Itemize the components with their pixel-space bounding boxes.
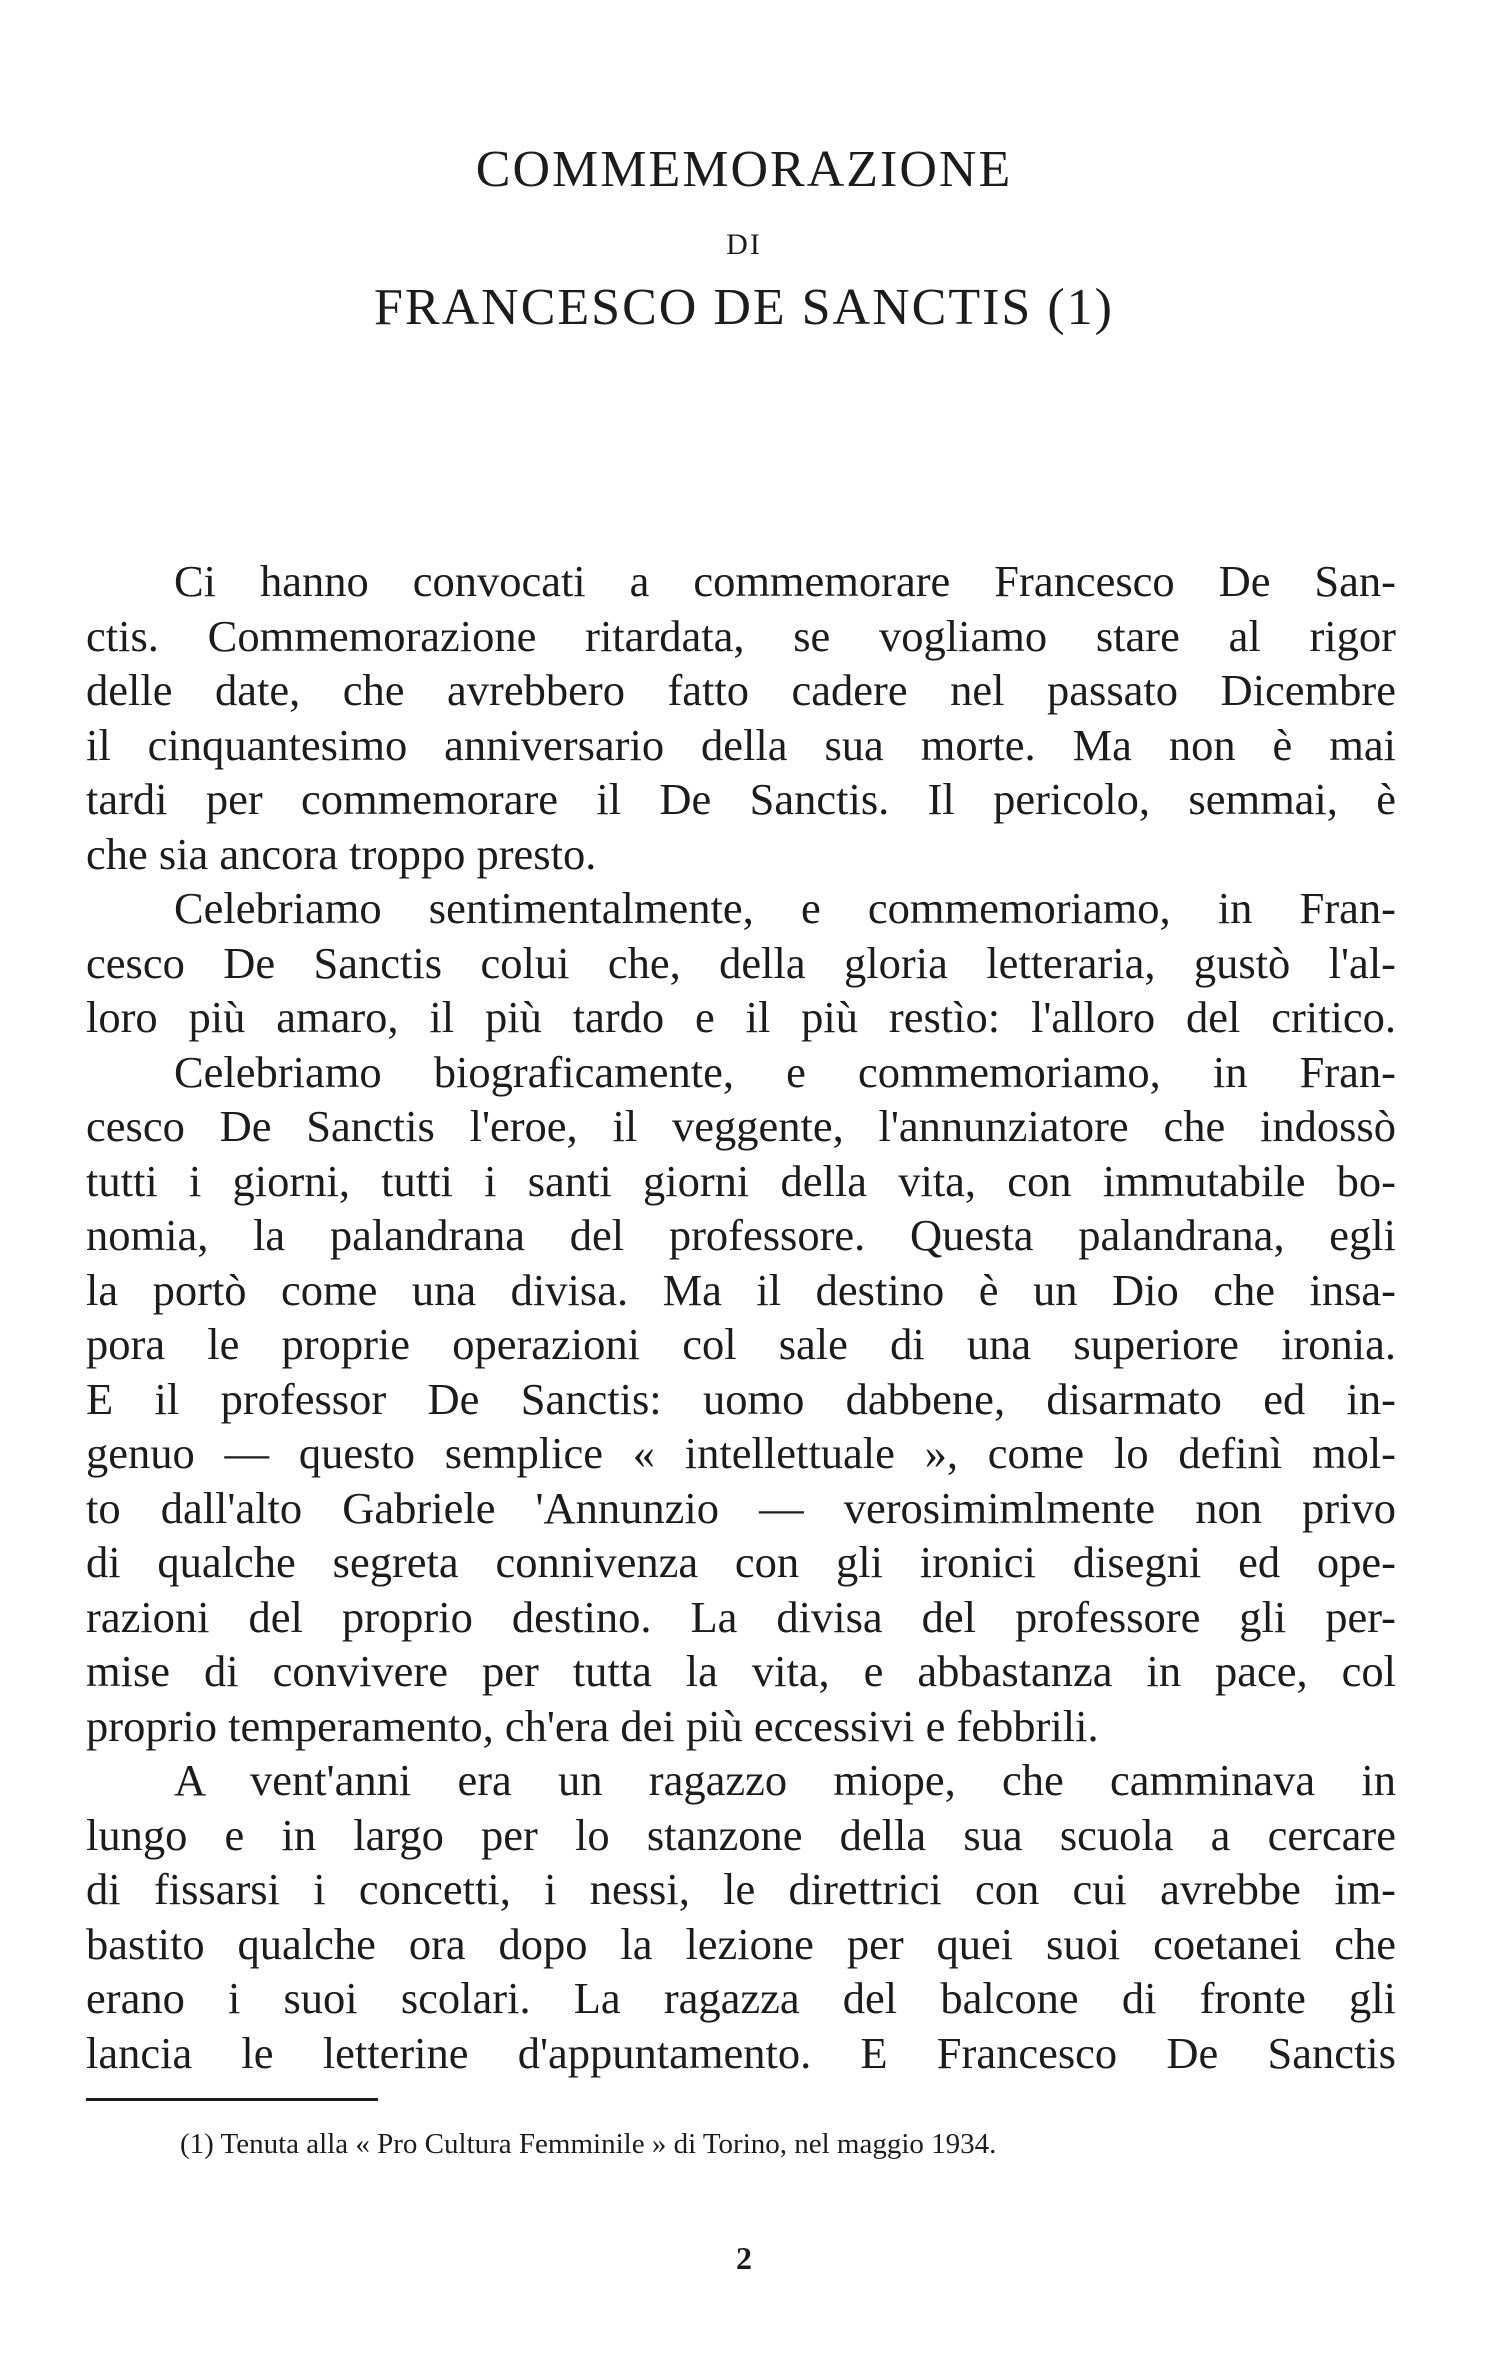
text-line: di qualche segreta connivenza con gli ironici disegni ed ope- [86, 1537, 1396, 1587]
text-line: pora le proprie operazioni col sale di una superiore ironia. [86, 1319, 1396, 1369]
text-line: la portò come una divisa. Ma il destino è un Dio che insa- [86, 1264, 1396, 1315]
text-line: il cinquantesimo anniversario della sua morte. Ma non è mai [86, 719, 1396, 770]
page-subtitle: FRANCESCO DE SANCTIS (1) [374, 279, 1114, 336]
text-line: razioni del proprio destino. La divisa del professore gli per- [86, 1591, 1396, 1642]
text-line: di fissarsi i concetti, i nessi, le direttrici con cui avrebbe im- [86, 1864, 1396, 1914]
text-line: che sia ancora troppo presto. [86, 828, 597, 879]
title-connector: DI [726, 228, 762, 261]
text-line: tutti i giorni, tutti i santi giorni della vita, con immutabile bo- [86, 1155, 1396, 1206]
text-line: lungo e in largo per lo stanzone della sua scuola a cercare [86, 1809, 1396, 1860]
text-line: tardi per commemorare il De Sanctis. Il pericolo, semmai, è [86, 774, 1396, 824]
text-line: Ci hanno convocati a commemorare Francesco De San- [174, 556, 1396, 606]
text-line: lancia le letterine d'appuntamento. E Francesco De Sanctis [86, 2027, 1396, 2078]
text-line: E il professor De Sanctis: uomo dabbene, disarmato ed in- [86, 1373, 1396, 1424]
footnote-divider [86, 2098, 378, 2101]
text-line: Celebriamo biograficamente, e commemoriamo, in Fran- [174, 1046, 1396, 1097]
text-line: A vent'anni era un ragazzo miope, che camminava in [174, 1755, 1396, 1805]
text-line: mise di convivere per tutta la vita, e abbastanza in pace, col [86, 1646, 1396, 1696]
text-line: cesco De Sanctis l'eroe, il veggente, l'annunziatore che indossò [86, 1101, 1396, 1151]
footnote: (1) Tenuta alla « Pro Cultura Femminile » di Torino, nel maggio 1934. [180, 2128, 997, 2160]
text-line: to dall'alto Gabriele 'Annunzio — verosimimlmente non privo [86, 1482, 1396, 1533]
body-text [86, 554, 1396, 2080]
text-line: delle date, che avrebbero fatto cadere nel passato Dicembre [86, 665, 1396, 715]
text-line: proprio temperamento, ch'era dei più eccessivi e febbrili. [86, 1700, 1099, 1751]
text-line: erano i suoi scolari. La ragazza del balcone di fronte gli [86, 1973, 1396, 2023]
page-number: 2 [736, 2240, 752, 2276]
text-line: cesco De Sanctis colui che, della gloria letteraria, gustò l'al- [86, 937, 1396, 988]
text-line: bastito qualche ora dopo la lezione per quei suoi coetanei che [86, 1918, 1396, 1969]
text-line: nomia, la palandrana del professore. Questa palandrana, egli [86, 1210, 1396, 1260]
text-line: genuo — questo semplice « intellettuale », come lo definì mol- [86, 1428, 1396, 1478]
text-line: ctis. Commemorazione ritardata, se vogliamo stare al rigor [86, 610, 1396, 661]
text-line: Celebriamo sentimentalmente, e commemoriamo, in Fran- [174, 883, 1396, 933]
text-line: loro più amaro, il più tardo e il più restìo: l'alloro del critico. [86, 992, 1396, 1042]
page-title: COMMEMORAZIONE [475, 141, 1013, 198]
